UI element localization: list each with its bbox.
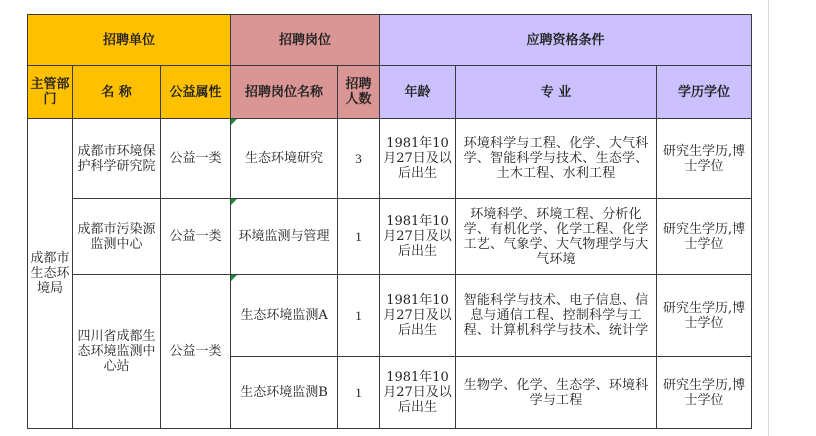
col-header-name: 名 称 [73,66,161,119]
position-count-cell: 1 [338,199,380,275]
age-cell: 1981年10月27日及以后出生 [380,275,456,357]
degree-cell: 研究生学历,博士学位 [657,357,752,429]
major-cell: 智能科学与技术、电子信息、信息与通信工程、控制科学与工程、计算机科学与技术、统计学 [456,275,657,357]
group-header-position: 招聘岗位 [231,15,380,66]
unit-nature-cell: 公益一类 [161,275,231,429]
col-header-nature: 公益属性 [161,66,231,119]
col-header-dept: 主管部门 [28,66,73,119]
unit-name-cell: 四川省成都生态环境监测中心站 [73,275,161,429]
age-cell: 1981年10月27日及以后出生 [380,119,456,199]
group-header-qualification: 应聘资格条件 [380,15,752,66]
age-cell: 1981年10月27日及以后出生 [380,357,456,429]
major-cell: 环境科学、环境工程、分析化学、有机化学、化学工程、化学工艺、气象学、大气物理学与大气环境 [456,199,657,275]
col-header-major: 专 业 [456,66,657,119]
major-cell: 环境科学与工程、化学、大气科学、智能科学与技术、生态学、土木工程、水利工程 [456,119,657,199]
col-header-position: 招聘岗位名称 [231,66,338,119]
col-header-age: 年龄 [380,66,456,119]
department-cell: 成都市生态环境局 [28,119,73,429]
unit-nature-cell: 公益一类 [161,199,231,275]
position-name-cell: 环境监测与管理 [231,199,338,275]
table-row [28,119,752,199]
position-name-cell: 生态环境监测A [231,275,338,357]
table-row [28,275,752,357]
position-count-cell: 3 [338,119,380,199]
group-header-row [28,15,752,66]
column-header-row [28,66,752,119]
unit-name-cell: 成都市环境保护科学研究院 [73,119,161,199]
position-name-cell: 生态环境研究 [231,119,338,199]
unit-name-cell: 成都市污染源监测中心 [73,199,161,275]
position-count-cell: 1 [338,275,380,357]
page-gutter [768,0,816,436]
position-name-cell: 生态环境监测B [231,357,338,429]
group-header-unit: 招聘单位 [28,15,231,66]
degree-cell: 研究生学历,博士学位 [657,119,752,199]
table-row [28,199,752,275]
col-header-degree: 学历学位 [657,66,752,119]
degree-cell: 研究生学历,博士学位 [657,199,752,275]
unit-nature-cell: 公益一类 [161,119,231,199]
age-cell: 1981年10月27日及以后出生 [380,199,456,275]
position-count-cell: 1 [338,357,380,429]
degree-cell: 研究生学历,博士学位 [657,275,752,357]
major-cell: 生物学、化学、生态学、环境科学与工程 [456,357,657,429]
recruitment-table [27,14,752,429]
col-header-count: 招聘人数 [338,66,380,119]
